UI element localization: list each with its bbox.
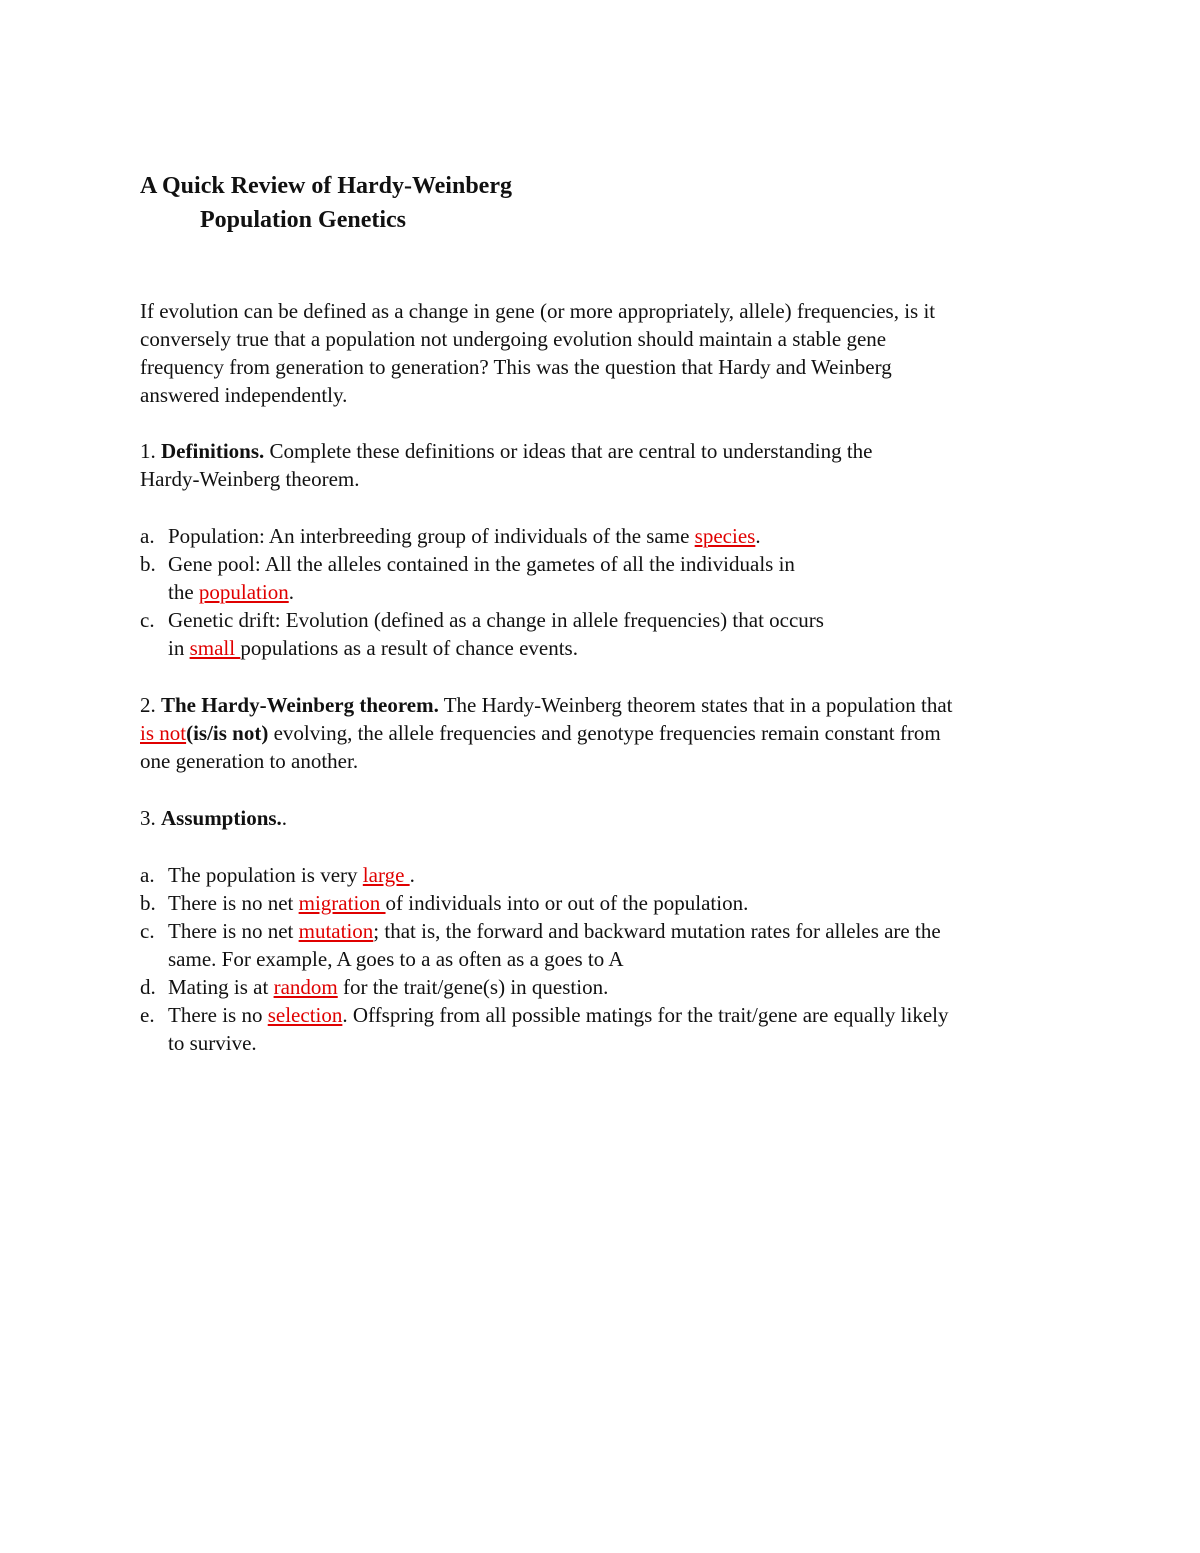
item-text: .	[288, 580, 294, 604]
answer-migration: migration	[298, 891, 386, 915]
item-text: for the trait/gene(s) in question.	[337, 975, 609, 999]
item-label: d.	[140, 975, 156, 999]
intro-line-1: If evolution can be defined as a change in gene (or more appropriately, allele) frequencies, is it	[140, 299, 936, 323]
section2-choice: (is/is not)	[186, 721, 269, 745]
answer-large: large	[362, 863, 410, 887]
section3-item-b	[140, 889, 748, 917]
section2-heading-line	[140, 691, 952, 719]
section2-text-2: evolving, the allele frequencies and genotype frequencies remain constant from	[268, 721, 941, 745]
intro-line-3: frequency from generation to generation? This was the question that Hardy and Weinberg	[140, 355, 892, 379]
item-text: .	[409, 863, 415, 887]
item-text: the	[168, 580, 199, 604]
section3-heading: Assumptions.	[161, 806, 282, 830]
item-text: Gene pool: All the alleles contained in the gametes of all the individuals in	[168, 552, 795, 576]
section3-item-d	[140, 973, 608, 1001]
section1-heading: Definitions.	[161, 439, 265, 463]
section1-text-2: Hardy-Weinberg theorem.	[140, 467, 360, 491]
item-text: The population is very	[168, 863, 363, 887]
section3-item-c	[140, 917, 941, 945]
item-label: c.	[140, 919, 155, 943]
section1-item-c	[140, 606, 824, 634]
section1-number: 1.	[140, 439, 161, 463]
item-text: Population: An interbreeding group of individuals of the same	[168, 524, 695, 548]
answer-mutation: mutation	[298, 919, 374, 943]
section3-item-a	[140, 861, 415, 889]
section3-heading-tail: .	[281, 806, 288, 830]
answer-small: small	[189, 636, 241, 660]
item-text: ; that is, the forward and backward mutation rates for alleles are the	[373, 919, 941, 943]
item-label: a.	[140, 524, 155, 548]
section1-item-c-cont	[168, 634, 578, 662]
answer-random: random	[273, 975, 338, 999]
item-text: .	[755, 524, 761, 548]
section3-item-c-cont: same. For example, A goes to a as often as a goes to A	[168, 947, 624, 971]
item-text: of individuals into or out of the population.	[385, 891, 749, 915]
answer-population: population	[198, 580, 289, 604]
section2-number: 2.	[140, 693, 161, 717]
item-text: populations as a result of chance events.	[240, 636, 578, 660]
section3-item-e-cont: to survive.	[168, 1031, 257, 1055]
item-text: in	[168, 636, 190, 660]
title-line-1: A Quick Review of Hardy-Weinberg	[140, 173, 512, 199]
section1-item-b	[140, 550, 795, 578]
section1-text-1: Complete these definitions or ideas that are central to understanding the	[264, 439, 873, 463]
item-label: c.	[140, 608, 155, 632]
item-text: There is no	[168, 1003, 268, 1027]
answer-is-not: is not	[140, 721, 187, 745]
section3-number: 3.	[140, 806, 161, 830]
section2-heading: The Hardy-Weinberg theorem.	[161, 693, 439, 717]
item-text: There is no net	[168, 891, 299, 915]
section2-line-2	[140, 719, 941, 747]
section1-item-b-cont	[168, 578, 294, 606]
section1-heading-line	[140, 437, 873, 465]
section3-heading-line	[140, 804, 287, 832]
section2-text-3: one generation to another.	[140, 749, 359, 773]
intro-line-4: answered independently.	[140, 383, 348, 407]
answer-selection: selection	[267, 1003, 343, 1027]
item-text: . Offspring from all possible matings for the trait/gene are equally likely	[342, 1003, 949, 1027]
section2-text-1: The Hardy-Weinberg theorem states that in a population that	[438, 693, 953, 717]
answer-species: species	[694, 524, 756, 548]
intro-line-2: conversely true that a population not undergoing evolution should maintain a stable gene	[140, 327, 887, 351]
item-label: b.	[140, 891, 156, 915]
item-text: Genetic drift: Evolution (defined as a change in allele frequencies) that occurs	[168, 608, 824, 632]
section1-item-a	[140, 522, 761, 550]
item-text: Mating is at	[168, 975, 274, 999]
section3-item-e	[140, 1001, 949, 1029]
item-label: b.	[140, 552, 156, 576]
item-text: There is no net	[168, 919, 299, 943]
item-label: e.	[140, 1003, 155, 1027]
item-label: a.	[140, 863, 155, 887]
title-line-2: Population Genetics	[200, 207, 407, 233]
